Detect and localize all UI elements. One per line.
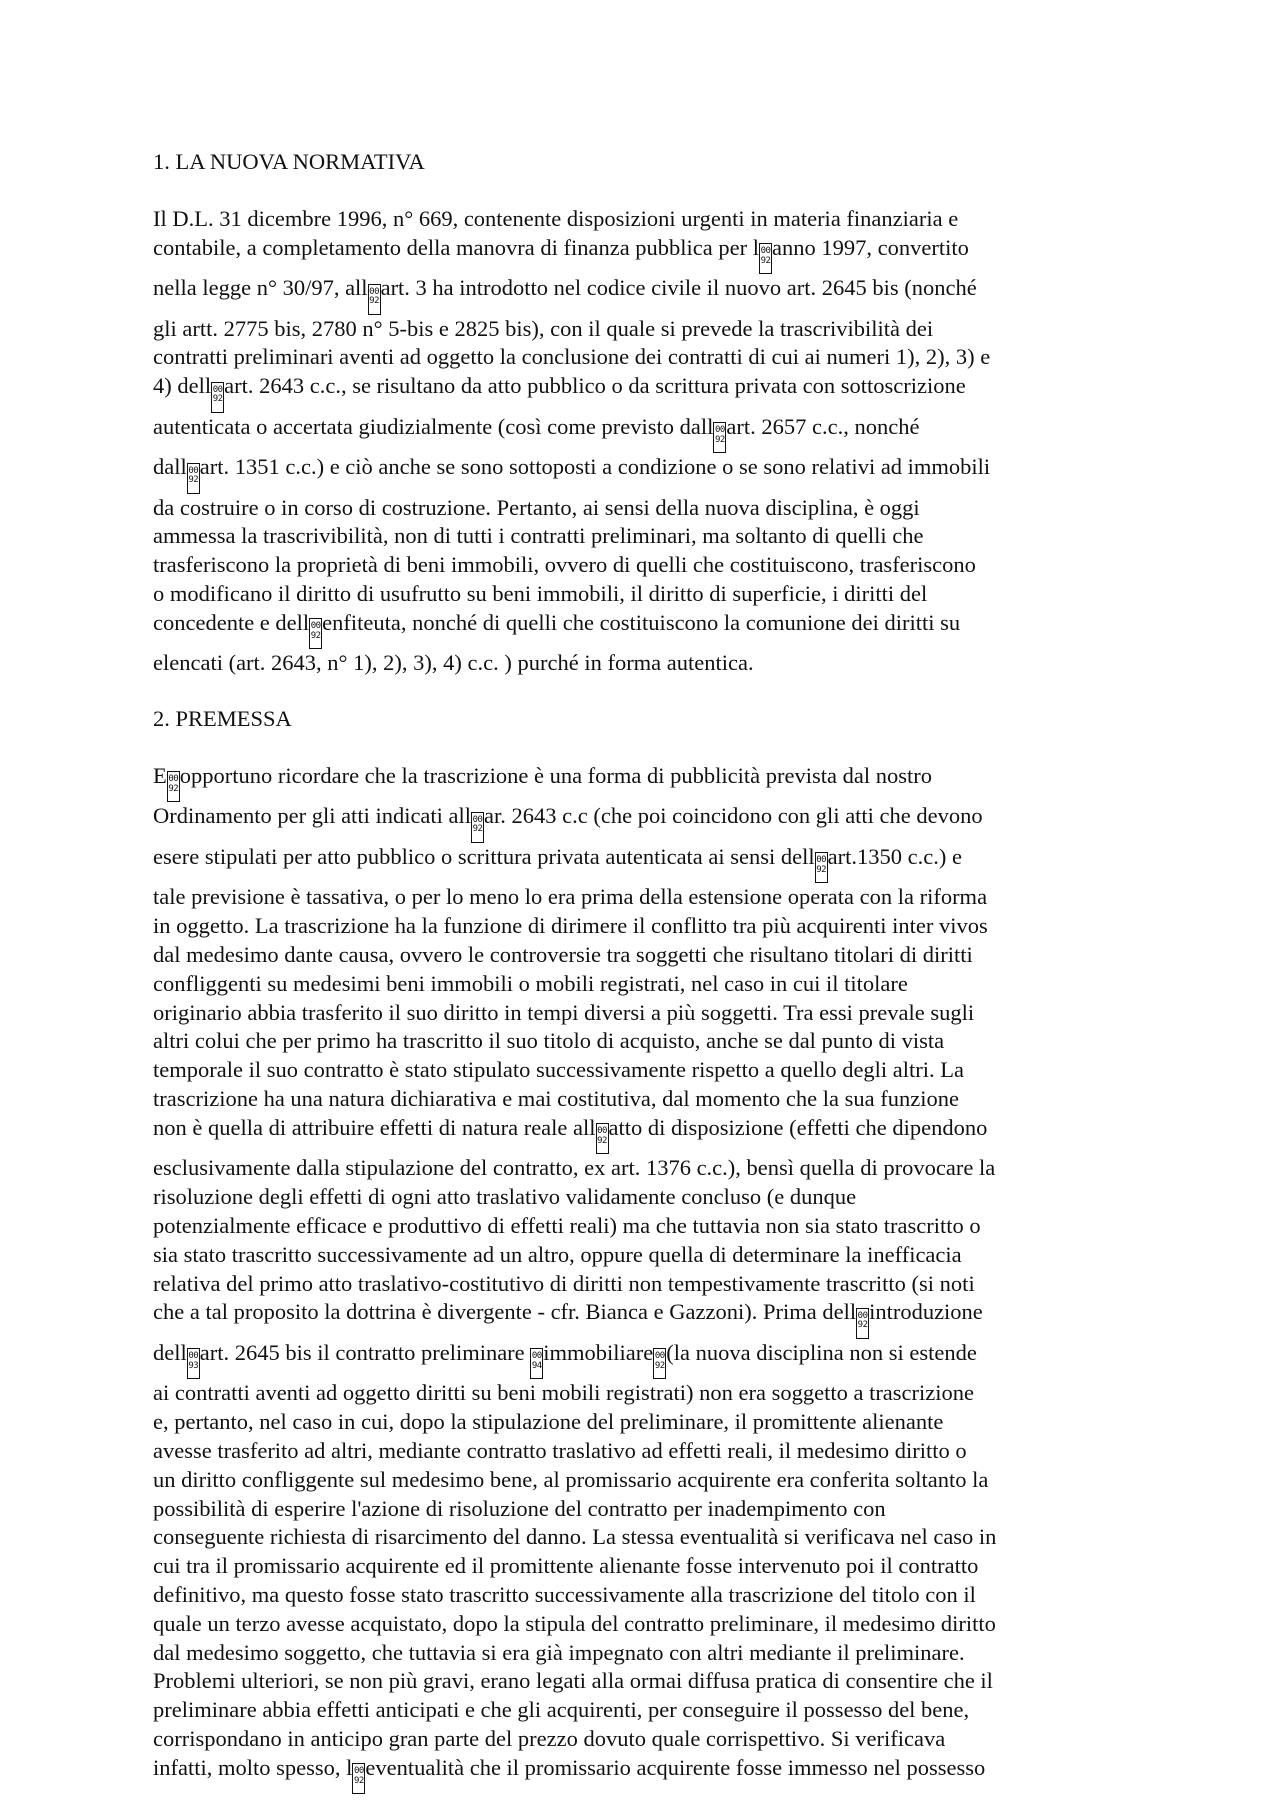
document-page — [153, 148, 1133, 1794]
text-line — [153, 1696, 1133, 1725]
text-segment: ar. 2643 c.c (che poi coincidono con gli atti che devono — [484, 803, 983, 829]
text-line — [153, 941, 1133, 970]
missing-glyph-icon: 00 92 — [167, 771, 180, 802]
text-line — [153, 274, 1133, 315]
text-segment: infatti, molto spesso, l — [153, 1754, 353, 1780]
text-line — [153, 970, 1133, 999]
text-segment: E — [153, 762, 167, 788]
text-segment: nella legge n° 30/97, all — [153, 275, 368, 301]
text-line — [153, 234, 1133, 275]
missing-glyph-icon: 00 92 — [187, 463, 200, 494]
text-line — [153, 1495, 1133, 1524]
text-line — [153, 1379, 1133, 1408]
text-line — [153, 649, 1133, 678]
text-line — [153, 843, 1133, 884]
text-segment: avesse trasferito ad altri, mediante contratto traslativo ad effetti reali, il medesimo diritto o — [153, 1437, 967, 1463]
missing-glyph-icon: 00 92 — [309, 618, 322, 649]
text-segment: esere stipulati per atto pubblico o scrittura privata autenticata ai sensi dell — [153, 843, 815, 869]
text-line — [153, 1408, 1133, 1437]
text-segment: art. 3 ha introdotto nel codice civile il nuovo art. 2645 bis (nonché — [380, 275, 977, 301]
text-line — [153, 1241, 1133, 1270]
spacer — [153, 177, 1133, 205]
text-segment: art. 1351 c.c.) e ciò anche se sono sottoposti a condizione o se sono relativi ad immobili — [199, 454, 991, 480]
text-segment: corrispondano in anticipo gran parte del prezzo dovuto quale corrispettivo. Si verificava — [153, 1725, 946, 1751]
text-segment: in oggetto. La trascrizione ha la funzione di dirimere il conflitto tra più acquirenti inter vivos — [153, 913, 988, 939]
text-line — [153, 1085, 1133, 1114]
text-segment: preliminare abbia effetti anticipati e che gli acquirenti, per conseguire il possesso del bene, — [153, 1697, 970, 1723]
text-line — [153, 762, 1133, 803]
text-segment: o modificano il diritto di usufrutto su beni immobili, il diritto di superficie, i diritti del — [153, 581, 928, 607]
text-line — [153, 1114, 1133, 1155]
text-segment: opportuno ricordare che la trascrizione è una forma di pubblicità prevista dal nostro — [179, 762, 932, 788]
text-segment: autenticata o accertata giudizialmente (così come previsto dall — [153, 413, 714, 439]
text-line — [153, 551, 1133, 580]
section-heading-1: 1. LA NUOVA NORMATIVA — [153, 149, 425, 174]
text-segment: introduzione — [869, 1299, 983, 1325]
missing-glyph-icon: 00 94 — [530, 1348, 543, 1379]
text-line — [153, 1639, 1133, 1668]
missing-glyph-icon: 00 92 — [713, 422, 726, 453]
text-line — [153, 413, 1133, 454]
missing-glyph-icon: 00 92 — [352, 1763, 365, 1794]
text-line — [153, 1027, 1133, 1056]
text-line — [153, 609, 1133, 650]
text-line — [153, 1581, 1133, 1610]
missing-glyph-icon: 00 92 — [368, 284, 381, 315]
text-segment: ai contratti aventi ad oggetto diritti su beni mobili registrati) non era soggetto a trascrizione — [153, 1380, 975, 1406]
text-segment: art.1350 c.c.) e — [827, 843, 962, 869]
text-line — [153, 999, 1133, 1028]
text-segment: un diritto confliggente sul medesimo bene, al promissario acquirente era conferita soltanto la — [153, 1466, 989, 1492]
text-segment: trascrizione ha una natura dichiarativa e mai costitutiva, dal momento che la sua funzione — [153, 1086, 959, 1112]
text-segment: concedente e dell — [153, 609, 310, 635]
text-line — [153, 1056, 1133, 1085]
missing-glyph-icon: 00 92 — [856, 1308, 869, 1339]
text-segment: esclusivamente dalla stipulazione del contratto, ex art. 1376 c.c.), bensì quella di provocare la — [153, 1155, 996, 1181]
text-segment: da costruire o in corso di costruzione. Pertanto, ai sensi della nuova disciplina, è oggi — [153, 494, 920, 520]
section-heading-2: 2. PREMESSA — [153, 706, 292, 732]
text-line — [153, 912, 1133, 941]
text-segment: elencati (art. 2643, n° 1), 2), 3), 4) c.c. ) purché in forma autentica. — [153, 650, 754, 676]
section-paragraph-1 — [153, 205, 1133, 678]
text-line — [153, 453, 1133, 494]
spacer — [153, 734, 1133, 762]
text-segment: art. 2643 c.c., se risultano da atto pubblico o da scrittura privata con sottoscrizione — [224, 373, 966, 399]
text-segment: possibilità di esperire l'azione di risoluzione del contratto per inadempimento con — [153, 1495, 886, 1521]
text-segment: Il D.L. 31 dicembre 1996, n° 669, contenente disposizioni urgenti in materia finanziaria e — [153, 205, 959, 231]
text-segment: temporale il suo contratto è stato stipulato successivamente rispetto a quello degli altri. La — [153, 1057, 965, 1083]
text-segment: Ordinamento per gli atti indicati all — [153, 803, 472, 829]
section-paragraph-2 — [153, 762, 1133, 1794]
text-line — [153, 1552, 1133, 1581]
text-line — [153, 580, 1133, 609]
text-segment: ammessa la trascrivibilità, non di tutti i contratti preliminari, ma soltanto di quelli che — [153, 523, 924, 549]
text-line — [153, 1754, 1133, 1795]
text-segment: potenzialmente efficace e produttivo di effetti reali) ma che tuttavia non sia stato trascritto o — [153, 1212, 981, 1238]
text-line — [153, 1183, 1133, 1212]
text-line — [153, 1523, 1133, 1552]
text-line — [153, 522, 1133, 551]
text-segment: che a tal proposito la dottrina è divergente - cfr. Bianca e Gazzoni). Prima dell — [153, 1299, 857, 1325]
text-line — [153, 1154, 1133, 1183]
text-segment: enfiteuta, nonché di quelli che costituiscono la comunione dei diritti su — [322, 609, 961, 635]
text-line — [153, 1270, 1133, 1299]
text-line — [153, 1466, 1133, 1495]
text-segment: relativa del primo atto traslativo-costitutivo di diritti non tempestivamente trascritto (si noti — [153, 1270, 975, 1296]
missing-glyph-icon: 00 93 — [187, 1348, 200, 1379]
text-segment: sia stato trascritto successivamente ad un altro, oppure quella di determinare la inefficacia — [153, 1241, 962, 1267]
text-segment: eventualità che il promissario acquirente fosse immesso nel possesso — [365, 1754, 986, 1780]
text-segment: atto di disposizione (effetti che dipendono — [608, 1114, 988, 1140]
text-line — [153, 1298, 1133, 1339]
spacer — [153, 678, 1133, 705]
missing-glyph-icon: 00 92 — [471, 812, 484, 843]
text-segment: contabile, a completamento della manovra di finanza pubblica per l — [153, 234, 760, 260]
text-segment: dall — [153, 454, 187, 480]
text-segment: conseguente richiesta di risarcimento del danno. La stessa eventualità si verificava nel caso in — [153, 1524, 997, 1550]
text-segment: art. 2657 c.c., nonché — [726, 413, 920, 439]
text-line — [153, 205, 1133, 234]
text-line — [153, 1212, 1133, 1241]
text-segment: dal medesimo soggetto, che tuttavia si era già impegnato con altri mediante il preliminare. — [153, 1639, 965, 1665]
text-segment: cui tra il promissario acquirente ed il promittente alienante fosse intervenuto poi il contratto — [153, 1553, 979, 1579]
missing-glyph-icon: 00 92 — [211, 382, 224, 413]
text-segment: immobiliare — [543, 1339, 654, 1365]
text-segment: originario abbia trasferito il suo diritto in tempi diversi a più soggetti. Tra essi prevale sugli — [153, 999, 975, 1025]
missing-glyph-icon: 00 92 — [759, 243, 772, 274]
missing-glyph-icon: 00 92 — [815, 852, 828, 883]
text-segment: Problemi ulteriori, se non più gravi, erano legati alla ormai diffusa pratica di consentire che il — [153, 1668, 993, 1694]
text-line — [153, 1339, 1133, 1380]
text-segment: risoluzione degli effetti di ogni atto traslativo validamente concluso (e dunque — [153, 1184, 857, 1210]
text-line — [153, 1667, 1133, 1696]
text-line — [153, 372, 1133, 413]
text-line — [153, 315, 1133, 344]
missing-glyph-icon: 00 92 — [596, 1123, 609, 1154]
text-line — [153, 494, 1133, 523]
text-line — [153, 1725, 1133, 1754]
text-segment: dal medesimo dante causa, ovvero le controversie tra soggetti che risultano titolari di diritti — [153, 942, 973, 968]
text-segment: confliggenti su medesimi beni immobili o mobili registrati, nel caso in cui il titolare — [153, 970, 908, 996]
text-segment: (la nuova disciplina non si estende — [666, 1339, 977, 1365]
missing-glyph-icon: 00 92 — [653, 1348, 666, 1379]
text-segment: gli artt. 2775 bis, 2780 n° 5-bis e 2825 bis), con il quale si prevede la trascrivibilità dei — [153, 315, 934, 341]
text-segment: non è quella di attribuire effetti di natura reale all — [153, 1114, 596, 1140]
text-line — [153, 883, 1133, 912]
text-segment: quale un terzo avesse acquistato, dopo la stipula del contratto preliminare, il medesimo diritto — [153, 1610, 996, 1636]
text-segment: trasferiscono la proprietà di beni immobili, ovvero di quelli che costituiscono, trasferiscono — [153, 552, 976, 578]
text-segment: altri colui che per primo ha trascritto il suo titolo di acquisto, anche se dal punto di vista — [153, 1028, 945, 1054]
text-segment: definitivo, ma questo fosse stato trascritto successivamente alla trascrizione del titolo con il — [153, 1581, 976, 1607]
text-segment: tale previsione è tassativa, o per lo meno lo era prima della estensione operata con la riforma — [153, 884, 988, 910]
text-line — [153, 802, 1133, 843]
text-segment: e, pertanto, nel caso in cui, dopo la stipulazione del preliminare, il promittente alienante — [153, 1409, 944, 1435]
text-segment: anno 1997, convertito — [772, 234, 969, 260]
text-segment: art. 2645 bis il contratto preliminare — [199, 1339, 531, 1365]
text-line — [153, 1610, 1133, 1639]
text-segment: dell — [153, 1339, 187, 1365]
text-segment: contratti preliminari aventi ad oggetto la conclusione dei contratti di cui ai numeri 1), 2), 3) e — [153, 344, 991, 370]
text-segment: 4) dell — [153, 373, 212, 399]
text-line — [153, 343, 1133, 372]
text-line — [153, 1437, 1133, 1466]
